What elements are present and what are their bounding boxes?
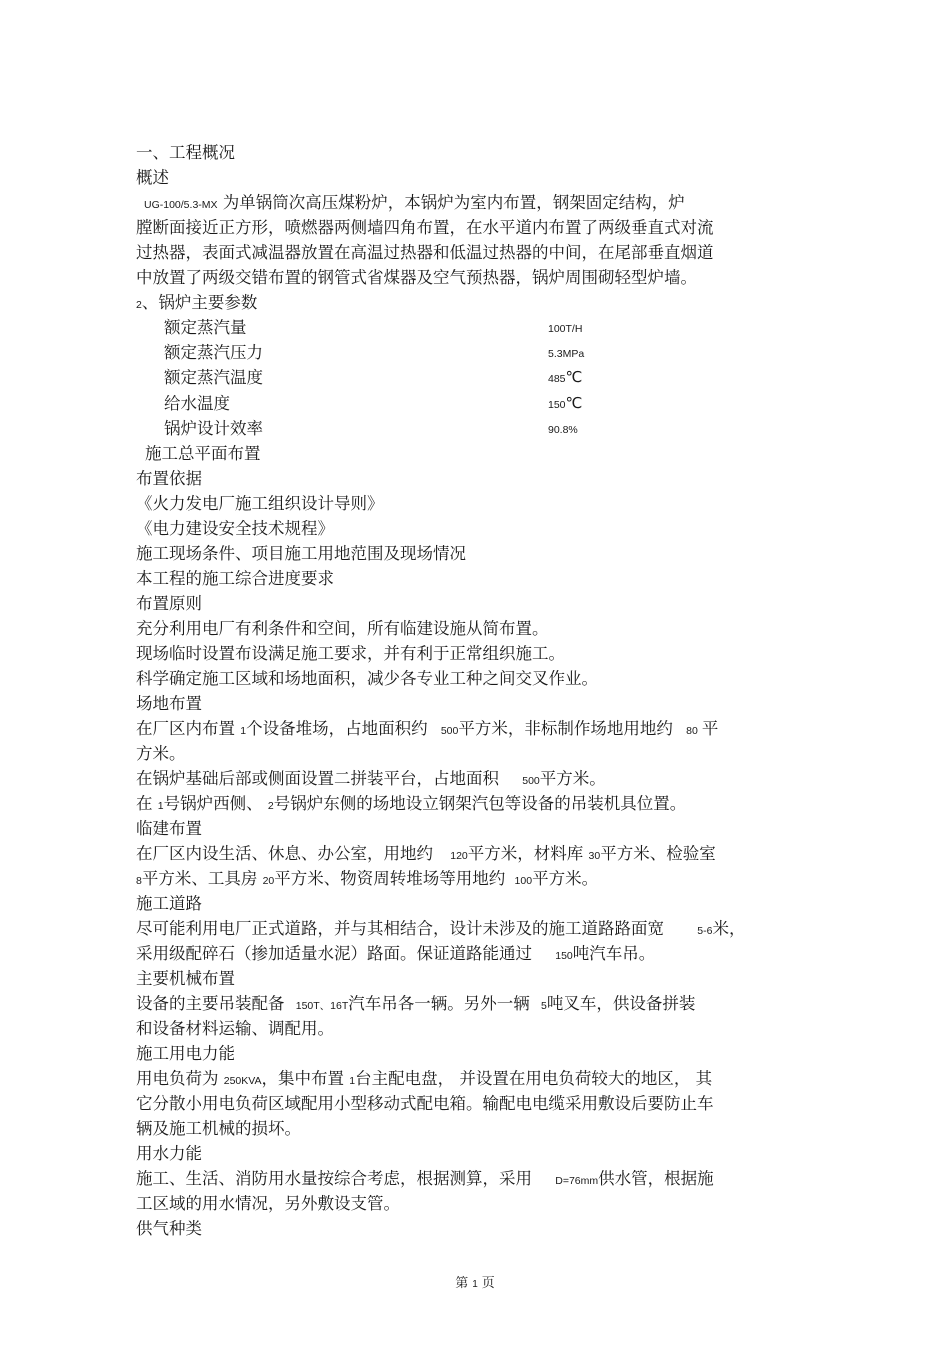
principle-heading: 布置原则 [136,594,202,613]
overview-line-4: 中放置了两级交错布置的钢管式省煤器及空气预热器，锅炉周围砌轻型炉墙。 [136,268,697,287]
temp-heading: 临建布置 [136,819,202,838]
road-line-1: 尽可能利用电厂正式道路，并与其相结合，设计未涉及的施工道路路面宽 5-6米， [136,919,746,938]
basis-item: 本工程的施工综合进度要求 [136,569,334,588]
overview-line-3: 过热器，表面式减温器放置在高温过热器和低温过热器的中间，在尾部垂直烟道 [136,243,714,262]
overview-line-2: 膛断面接近正方形，喷燃器两侧墙四角布置，在水平道内布置了两级垂直式对流 [136,218,714,237]
basis-item: 施工现场条件、项目施工用地范围及现场情况 [136,544,466,563]
param-name: 额定蒸汽量 [164,318,247,337]
page-number: 1 [472,1279,478,1290]
param-name: 额定蒸汽压力 [164,343,263,362]
param-name: 锅炉设计效率 [164,419,263,438]
mech-line-2: 和设备材料运输、调配用。 [136,1019,334,1038]
basis-heading: 布置依据 [136,469,202,488]
principle-item: 现场临时设置布设满足施工要求，并有利于正常组织施工。 [136,644,565,663]
road-line-2: 采用级配碎石（掺加适量水泥）路面。保证道路能通过 150吨汽车吊。 [136,944,656,963]
power-line-1: 用电负荷为 250KVA，集中布置 1台主配电盘， 并设置在用电负荷较大的地区， 其 [136,1069,713,1088]
param-name: 额定蒸汽温度 [164,368,263,387]
mech-heading: 主要机械布置 [136,969,235,988]
temp-line-2: 8平方米、工具房 20平方米、物资周转堆场等用地约 100平方米。 [136,869,599,888]
param-value: 5.3MPa [548,348,585,360]
basis-item: 《电力建设安全技术规程》 [136,519,334,538]
water-line-1: 施工、生活、消防用水量按综合考虑，根据测算，采用 D=76mm供水管，根据施 [136,1169,714,1188]
layout-title: 施工总平面布置 [145,444,261,463]
road-heading: 施工道路 [136,894,202,913]
temp-line-1: 在厂区内设生活、休息、办公室，用地约 120平方米，材料库 30平方米、检验室 [136,844,716,863]
params-title: 2、锅炉主要参数 [136,293,258,312]
site-heading: 场地布置 [136,694,202,713]
mech-line-1: 设备的主要吊装配备 150T、16T汽车吊各一辆。另外一辆 5吨叉车，供设备拼装 [136,994,696,1013]
param-name: 给水温度 [164,394,230,413]
water-line-2: 工区域的用水情况，另外敷设支管。 [136,1194,400,1213]
param-value: 90.8% [548,424,578,436]
principle-item: 充分利用电厂有利条件和空间，所有临建设施从简布置。 [136,619,549,638]
boiler-model: UG-100/5.3-MX [144,199,218,211]
param-value: 100T/H [548,323,583,335]
param-value: 485℃ [548,369,583,386]
param-value: 150℃ [548,395,583,412]
site-line-1-cont: 方米。 [136,744,186,763]
power-heading: 施工用电力能 [136,1044,235,1063]
site-line-1: 在厂区内布置 1个设备堆场，占地面积约 500平方米，非标制作场地用地约 80 平 [136,719,719,738]
site-line-2: 在锅炉基础后部或侧面设置二拼装平台，占地面积 500平方米。 [136,769,606,788]
page-footer: 第 1 页 [455,1276,495,1291]
principle-item: 科学确定施工区域和场地面积，减少各专业工种之间交叉作业。 [136,669,598,688]
site-line-3: 在 1号锅炉西侧、 2号锅炉东侧的场地设立钢架汽包等设备的吊装机具位置。 [136,794,687,813]
overview-line-1: UG-100/5.3-MX 为单锅筒次高压煤粉炉，本锅炉为室内布置，钢架固定结构，炉 [144,193,685,212]
basis-item: 《火力发电厂施工组织设计导则》 [136,494,384,513]
power-line-3: 辆及施工机械的损坏。 [136,1119,301,1138]
section-title: 一、工程概况 [136,143,235,162]
overview-heading: 概述 [136,168,169,187]
power-line-2: 它分散小用电负荷区域配用小型移动式配电箱。输配电电缆采用敷设后要防止车 [136,1094,714,1113]
water-heading: 用水力能 [136,1144,202,1163]
gas-heading: 供气种类 [136,1219,202,1238]
